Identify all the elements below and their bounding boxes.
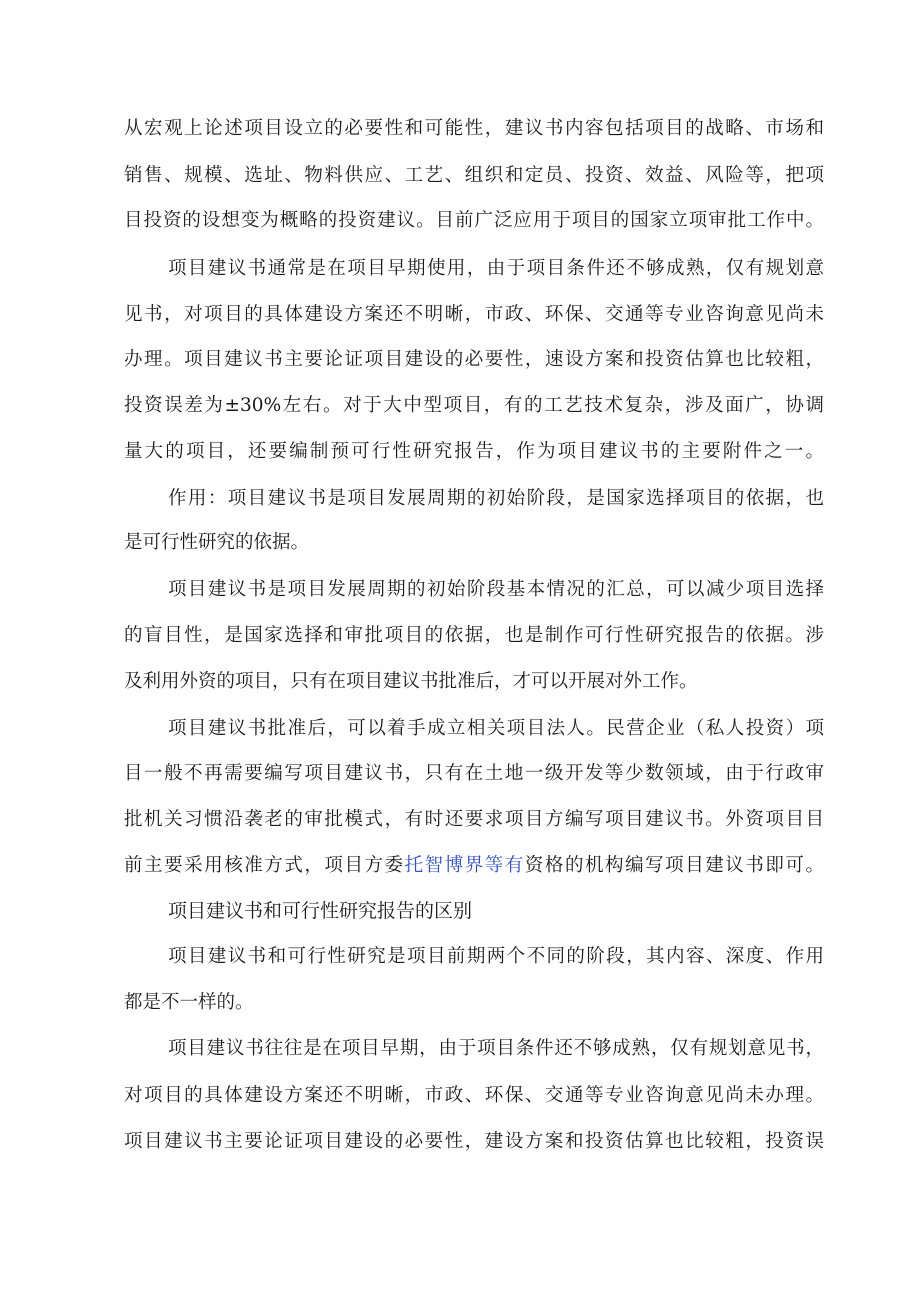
text-line: 的盲目性，是国家选择和审批项目的依据，也是制作可行性研究报告的依据。涉	[124, 625, 824, 646]
text-line: 办理。项目建议书主要论证项目建设的必要性，速设方案和投资估算也比较粗，	[124, 349, 824, 370]
text-line: 作用：项目建议书是项目发展周期的初始阶段，是国家选择项目的依据，也	[168, 488, 824, 509]
text-line: 都是不一样的。	[124, 992, 254, 1013]
text-line: 项目建议书和可行性研究是项目前期两个不同的阶段，其内容、深度、作用	[168, 946, 824, 967]
text-line: 销售、规模、选址、物料供应、工艺、组织和定员、投资、效益、风险等，把项	[124, 165, 824, 186]
text-segment: 前主要采用核准方式，项目方委	[124, 855, 405, 876]
text-line: 量大的项目，还要编制预可行性研究报告，作为项目建议书的主要附件之一。	[124, 441, 824, 462]
text-line: 对项目的具体建设方案还不明晰，市政、环保、交通等专业咨询意见尚未办理。	[124, 1085, 824, 1106]
text-line-with-link	[124, 849, 824, 883]
text-line: 项目建议书主要论证项目建设的必要性，建设方案和投资估算也比较粗，投资误	[124, 1131, 824, 1152]
text-segment: 资格的机构编写项目建议书即可。	[524, 855, 824, 876]
text-line: 是可行性研究的依据。	[124, 532, 310, 553]
text-line: 项目建议书是项目发展周期的初始阶段基本情况的汇总，可以减少项目选择	[168, 579, 824, 600]
text-line: 目投资的设想变为概略的投资建议。目前广泛应用于项目的国家立项审批工作中。	[124, 210, 824, 231]
text-line: 目一般不再需要编写项目建议书，只有在土地一级开发等少数领域，由于行政审	[124, 763, 824, 784]
text-line: 从宏观上论述项目设立的必要性和可能性，建议书内容包括项目的战略、市场和	[124, 118, 824, 139]
inline-link[interactable]: 托智博界等有	[404, 855, 525, 876]
text-line: 投资误差为±30%左右。对于大中型项目，有的工艺技术复杂，涉及面广，协调	[124, 395, 824, 416]
text-line: 批机关习惯沿袭老的审批模式，有时还要求项目方编写项目建议书。外资项目目	[124, 809, 824, 830]
text-line: 项目建议书批准后，可以着手成立相关项目法人。民营企业（私人投资）项	[168, 718, 824, 739]
text-line: 项目建议书通常是在项目早期使用，由于项目条件还不够成熟，仅有规划意	[168, 258, 824, 279]
section-heading: 项目建议书和可行性研究报告的区别	[168, 900, 473, 922]
text-line: 项目建议书往往是在项目早期，由于项目条件还不够成熟，仅有规划意见书，	[168, 1038, 824, 1059]
text-line: 及利用外资的项目，只有在项目建议书批准后，才可以开展对外工作。	[124, 671, 698, 692]
text-line: 见书，对项目的具体建设方案还不明晰，市政、环保、交通等专业咨询意见尚未	[124, 304, 824, 325]
